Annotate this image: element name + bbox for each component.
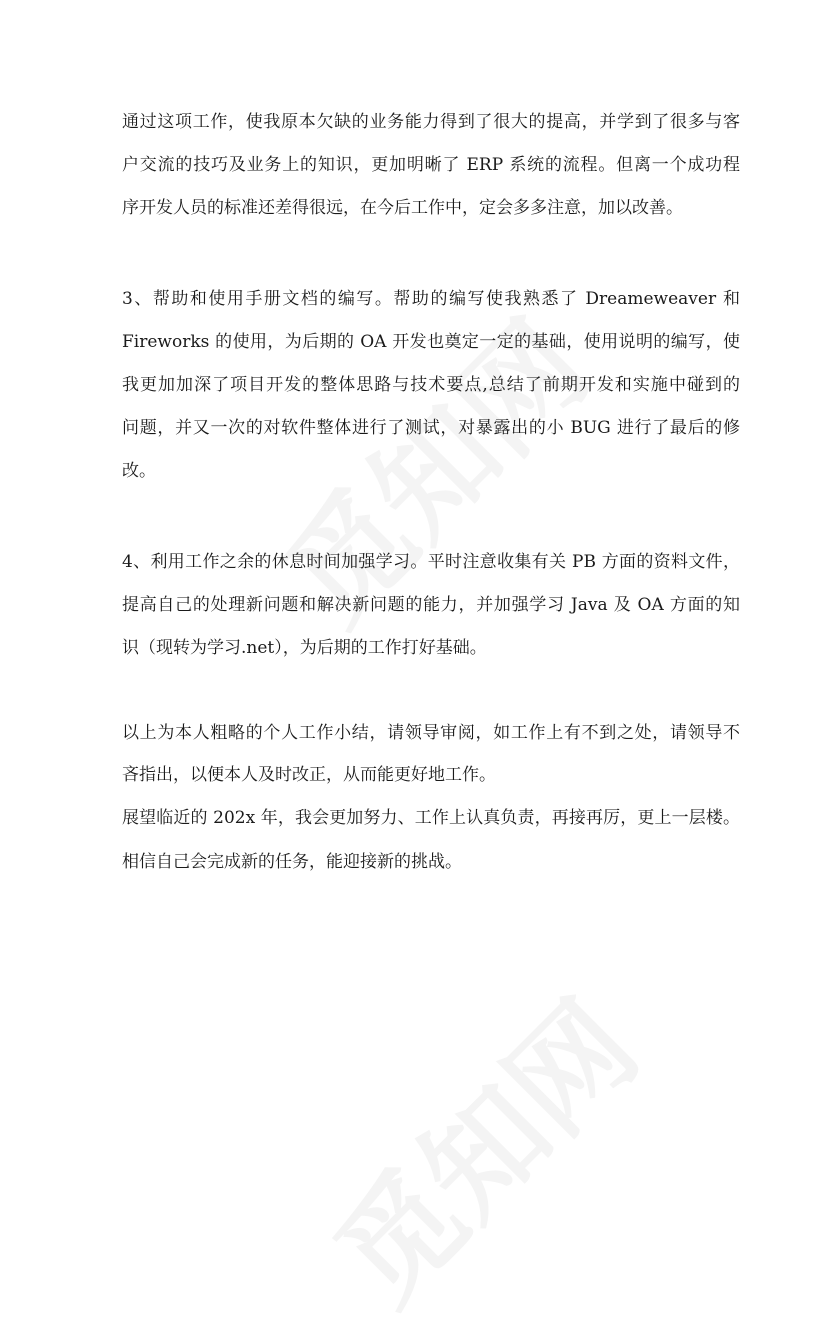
text-line: 以上为本人粗略的个人工作小结，请领导审阅，如工作上有不到之处，请领导不: [122, 723, 740, 743]
text-line: 改。: [122, 461, 156, 481]
text-line: 吝指出，以便本人及时改正，从而能更好地工作。: [122, 765, 496, 785]
text-line: 3、帮助和使用手册文档的编写。帮助的编写使我熟悉了 Dreameweaver 和: [122, 289, 740, 309]
text-line: 户交流的技巧及业务上的知识，更加明晰了 ERP 系统的流程。但离一个成功程: [122, 155, 740, 175]
watermark: [292, 958, 668, 1334]
text-line: 识（现转为学习.net），为后期的工作打好基础。: [122, 638, 487, 658]
text-line: 问题，并又一次的对软件整体进行了测试，对暴露出的小 BUG 进行了最后的修: [122, 418, 740, 438]
text-line: 序开发人员的标准还差得很远，在今后工作中，定会多多注意，加以改善。: [122, 198, 683, 218]
text-line: 通过这项工作，使我原本欠缺的业务能力得到了很大的提高，并学到了很多与客: [122, 112, 740, 132]
text-line: 4、利用工作之余的休息时间加强学习。平时注意收集有关 PB 方面的资料文件，: [122, 552, 740, 572]
text-line: 展望临近的 202x 年，我会更加努力、工作上认真负责，再接再厉，更上一层楼。: [122, 808, 740, 828]
text-line: Fireworks 的使用，为后期的 OA 开发也奠定一定的基础，使用说明的编写，使: [122, 332, 740, 352]
text-line: 提高自己的处理新问题和解决新问题的能力，并加强学习 Java 及 OA 方面的知: [122, 595, 740, 615]
text-line: 我更加加深了项目开发的整体思路与技术要点,总结了前期开发和实施中碰到的: [122, 375, 740, 395]
text-line: 相信自己会完成新的任务，能迎接新的挑战。: [122, 852, 462, 872]
